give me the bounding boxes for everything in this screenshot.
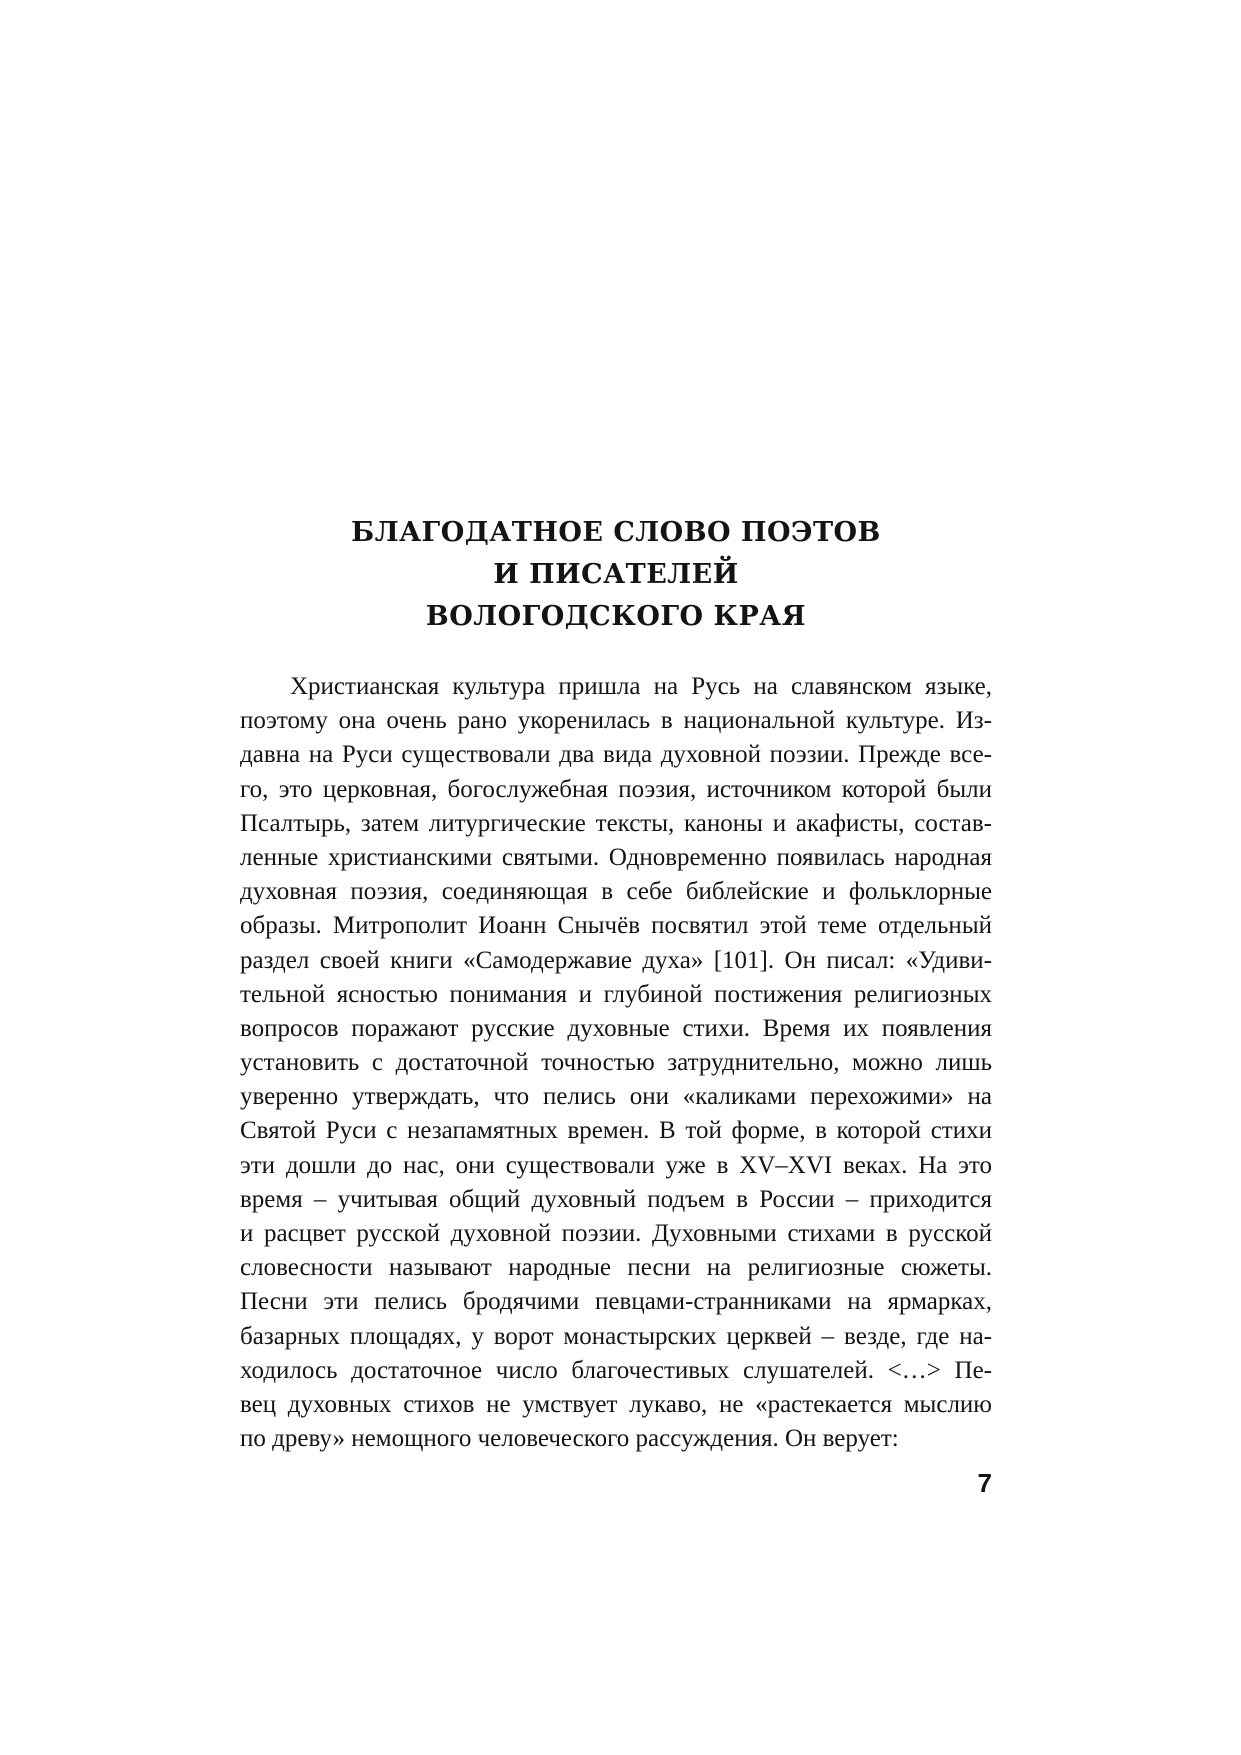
chapter-title-line: БЛАГОДАТНОЕ СЛОВО ПОЭТОВ	[351, 517, 881, 548]
body-paragraph	[240, 670, 992, 1456]
text-line: тельной ясностью понимания и глубиной постижения религиозных	[240, 980, 992, 1008]
text-line: по древу» немощного человеческого рассуждения. Он верует:	[240, 1425, 899, 1453]
text-line: Псалтырь, затем литургические тексты, каноны и акафисты, состав-	[240, 809, 992, 837]
text-line: время – учитывая общий духовный подъем в России – приходится	[240, 1185, 992, 1213]
text-line: давна на Руси существовали два вида духовной поэзии. Прежде все-	[240, 741, 992, 769]
text-line: эти дошли до нас, они существовали уже в XV–XVI веках. На это	[240, 1151, 992, 1179]
text-line: Песни эти пелись бродячими певцами-странниками на ярмарках,	[240, 1288, 992, 1316]
text-line: уверенно утверждать, что пелись они «каликами перехожими» на	[240, 1083, 992, 1111]
text-line: ленные христианскими святыми. Одновременно появилась народная	[240, 843, 992, 871]
text-line: Христианская культура пришла на Русь на славянском языке,	[290, 673, 992, 700]
text-line: установить с достаточной точностью затруднительно, можно лишь	[240, 1049, 992, 1077]
text-line: ходилось достаточное число благочестивых слушателей. <…> Пе-	[240, 1356, 992, 1384]
text-line: образы. Митрополит Иоанн Снычёв посвятил этой теме отдельный	[240, 912, 992, 940]
text-line: вец духовных стихов не умствует лукаво, не «растекается мыслию	[240, 1390, 992, 1418]
text-line: и расцвет русской духовной поэзии. Духовными стихами в русской	[240, 1220, 992, 1247]
text-line: духовная поэзия, соединяющая в себе библейские и фольклорные	[240, 878, 992, 906]
text-line: раздел своей книги «Самодержавие духа» [101]. Он писал: «Удиви-	[240, 946, 992, 974]
text-line: го, это церковная, богослужебная поэзия, источником которой были	[240, 775, 992, 803]
text-line: базарных площадях, у ворот монастырских церквей – везде, где на-	[240, 1322, 992, 1350]
text-line: вопросов поражают русские духовные стихи. Время их появления	[240, 1014, 992, 1042]
text-line: Святой Руси с незапамятных времен. В той форме, в которой стихи	[240, 1117, 992, 1145]
text-line: словесности называют народные песни на религиозные сюжеты.	[240, 1254, 992, 1282]
chapter-title-line: ВОЛОГОДСКОГО КРАЯ	[425, 601, 807, 632]
text-line: поэтому она очень рано укоренилась в национальной культуре. Из-	[240, 707, 992, 735]
page-number: 7	[977, 1468, 992, 1498]
chapter-title-line: И ПИСАТЕЛЕЙ	[493, 559, 739, 590]
chapter-title	[240, 512, 992, 638]
